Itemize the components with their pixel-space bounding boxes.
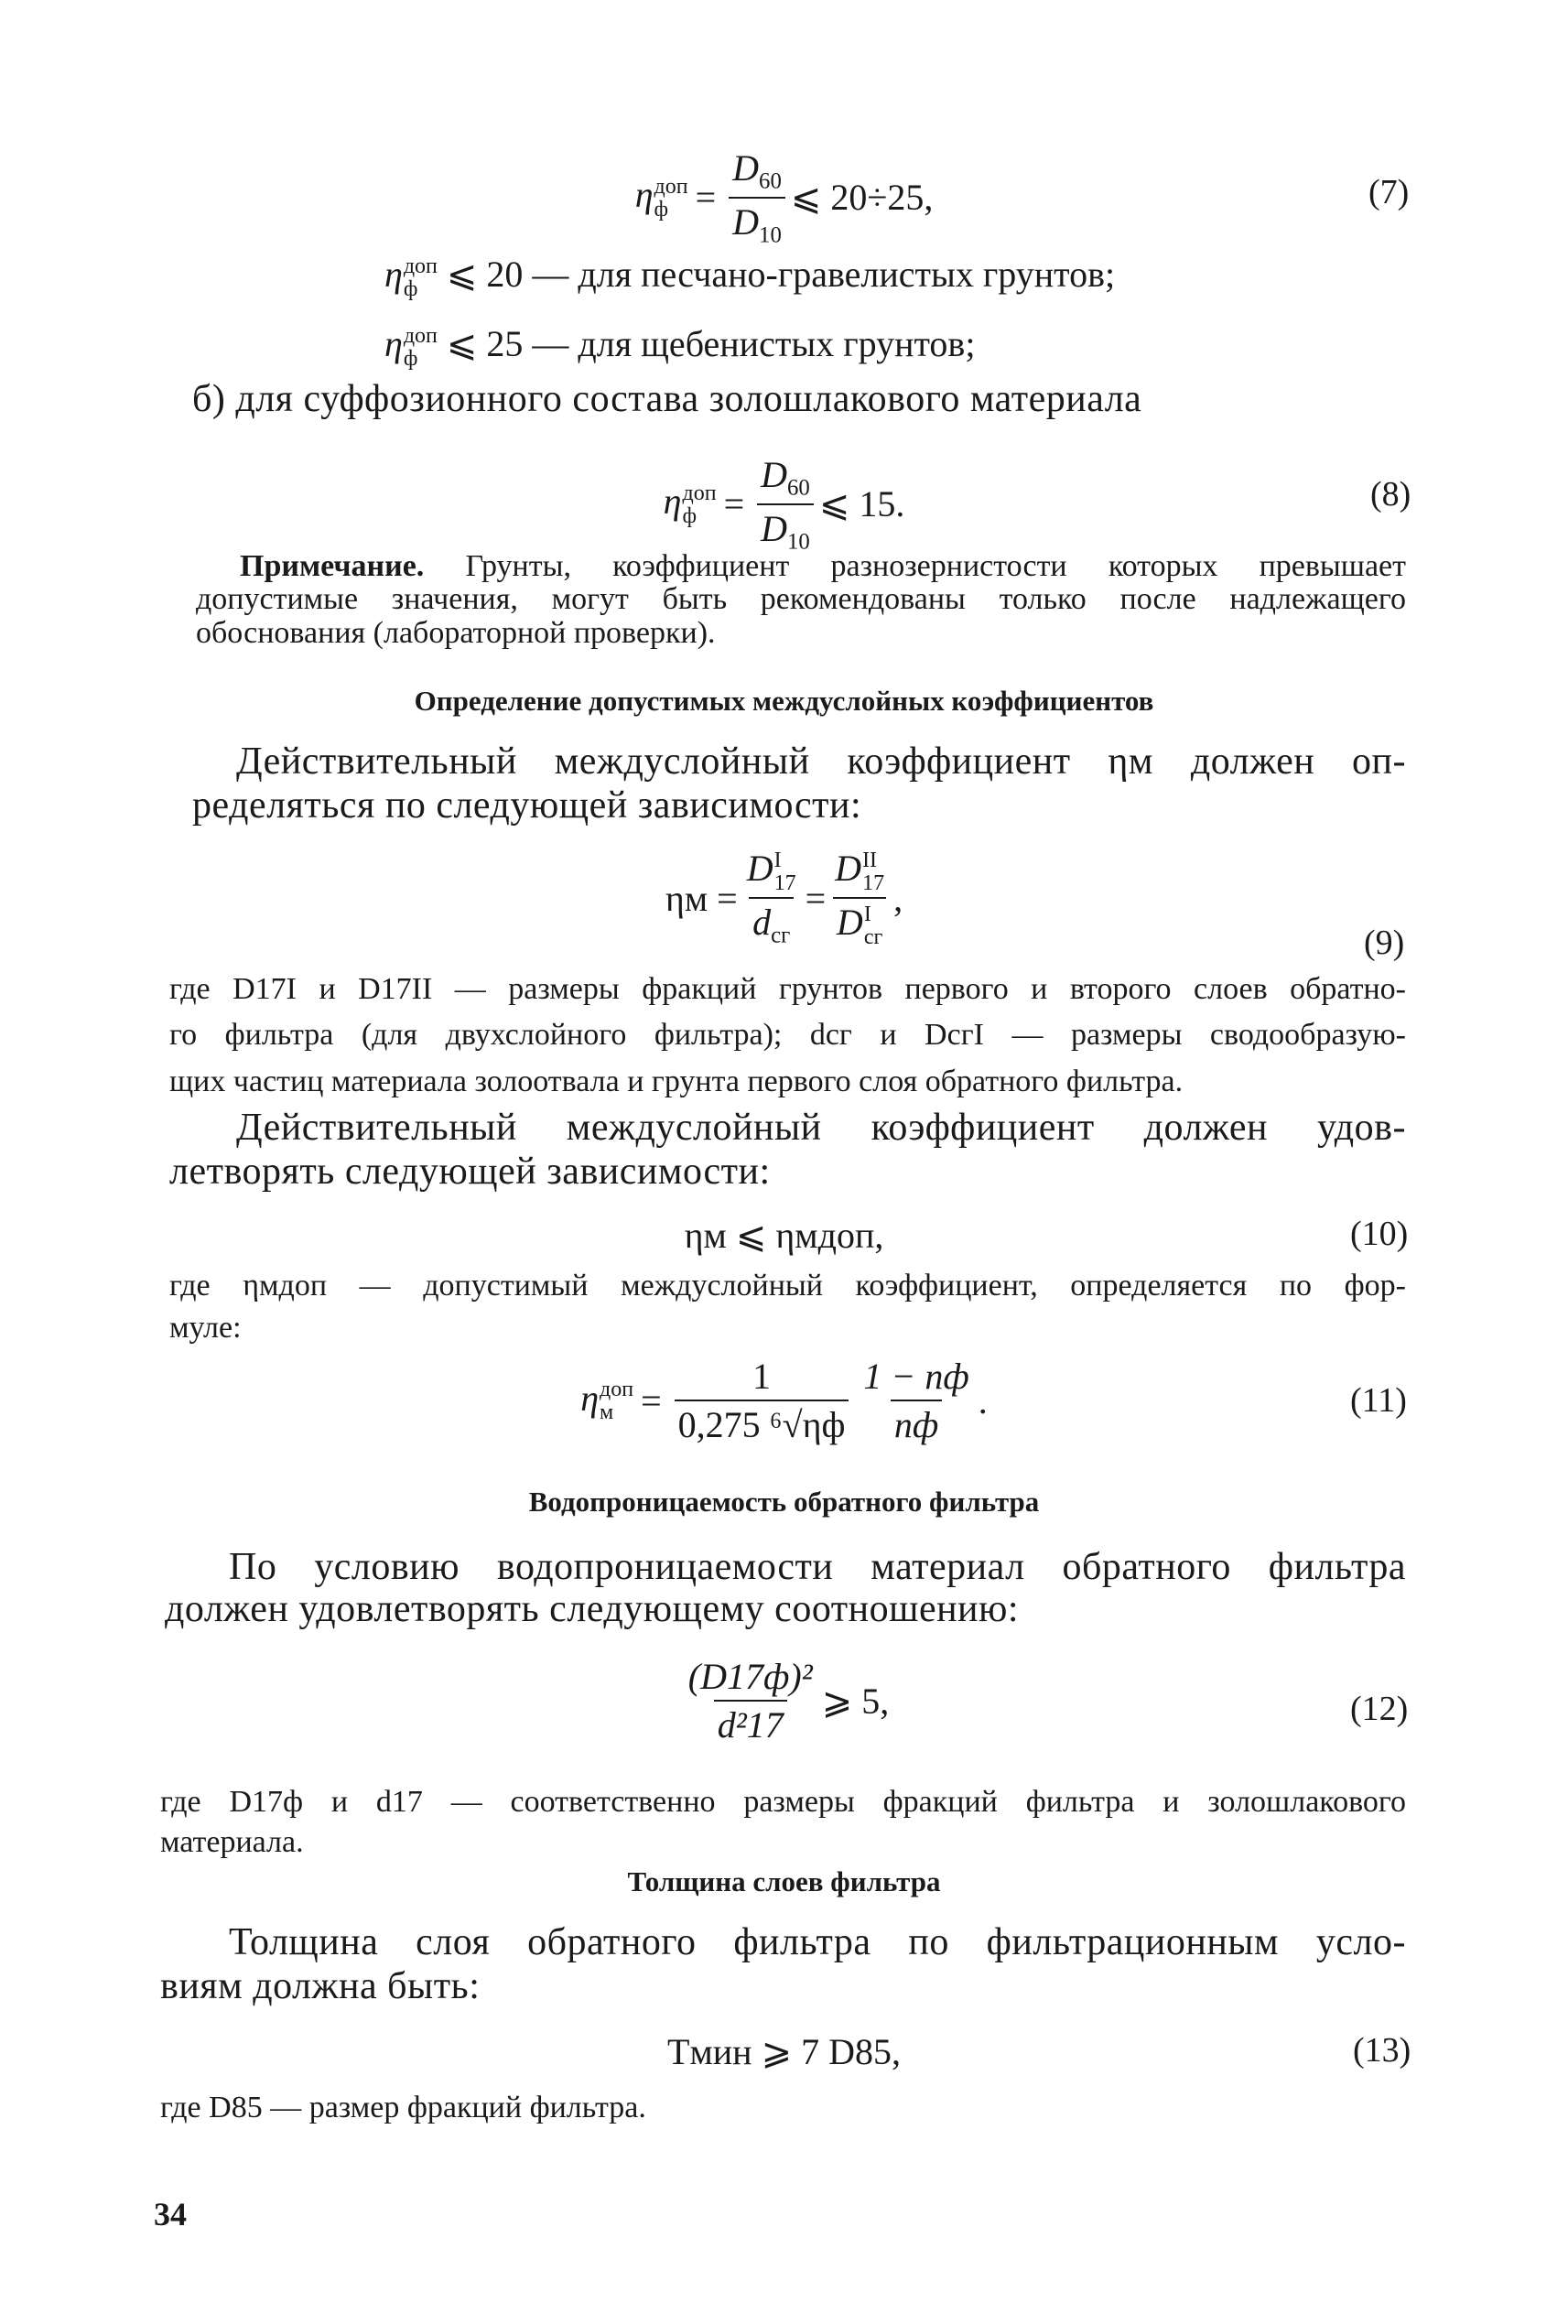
equation-number-11: (11)	[1350, 1381, 1407, 1420]
note-line-1: Примечание. Грунты, коэффициент разнозернистости которых превышает	[240, 549, 1407, 583]
equation-number-10: (10)	[1350, 1215, 1409, 1253]
where3-line-1: где D17ф и d17 — соответственно размеры фракций фильтра и золошлакового	[160, 1785, 1406, 1819]
where1-line-3: щих частиц материала золоотвала и грунта первого слоя обратного фильтра.	[169, 1065, 1184, 1098]
where4: где D85 — размер фракций фильтра.	[160, 2091, 646, 2124]
section-heading-permeability: Водопроницаемость обратного фильтра	[528, 1486, 1040, 1518]
page-number: 34	[154, 2196, 187, 2232]
formula-12-fraction: $\frac{\text{(D17ф)²}}{\text{d²17}}$	[687, 1656, 813, 1746]
para2-line-1: Действительный междуслойный коэффициент должен удов-	[236, 1107, 1406, 1149]
where3-line-2: материала.	[160, 1825, 304, 1859]
where1-line-2: го фильтра (для двухслойного фильтра); dсг и DсгI — размеры сводообразую-	[169, 1018, 1406, 1052]
where2-line-1: где ηмдоп — допустимый междуслойный коэффициент, определяется по фор-	[169, 1269, 1406, 1303]
section-heading-thickness: Толщина слоев фильтра	[627, 1865, 941, 1897]
note-line-2: допустимые значения, могут быть рекомендованы только после надлежащего	[196, 582, 1406, 616]
equation-number-13: (13)	[1353, 2031, 1411, 2070]
formula-12	[0, 1655, 1568, 1746]
para4-line-2: виям должна быть:	[160, 1965, 481, 2007]
condition-sand-gravel: η доп ф ⩽ 20 — для песчано-гравелистых грунтов;	[384, 254, 1116, 301]
equation-number-8: (8)	[1370, 475, 1411, 513]
condition-crushed-stone: η доп ф ⩽ 25 — для щебенистых грунтов;	[384, 323, 976, 371]
formula-8: η доп ф = $\frac{D_{60}}{D_{10}}$ ⩽ 15.	[663, 454, 905, 555]
para1-line-2: ределяться по следующей зависимости:	[192, 784, 862, 827]
note-line-3: обоснования (лабораторной проверки).	[196, 616, 716, 650]
formula-11-lhs: η доп м	[580, 1377, 634, 1425]
formula-13: Tмин ⩾ 7 D85,	[667, 2031, 901, 2072]
formula-8-lhs: η доп ф	[663, 481, 717, 528]
formula-7-rhs: ⩽ 20÷25,	[790, 177, 934, 219]
formula-12-rhs: ⩾ 5,	[821, 1680, 890, 1722]
para2-line-2: летворять следующей зависимости:	[169, 1151, 771, 1193]
where1-line-1: где D17I и D17II — размеры фракций грунтов первого и второго слоев обратно-	[169, 972, 1406, 1006]
section-heading-interlayer: Определение допустимых междуслойных коэффициентов	[414, 685, 1154, 717]
formula-10: ηм ⩽ ηмдоп,	[684, 1215, 884, 1256]
formula-7: η доп ф = $\frac{D_{60}}{D_{10}}$ ⩽ 20÷25,	[634, 147, 934, 248]
formula-8-rhs: ⩽ 15.	[818, 483, 905, 525]
para1-line-1: Действительный междуслойный коэффициент ηм должен оп-	[236, 740, 1406, 783]
formula-11-fraction-2: $\frac{1 - nф}{nф}$	[863, 1356, 969, 1445]
where2-line-2: муле:	[169, 1311, 242, 1345]
item-b: б) для суффозионного состава золошлакового материала	[192, 378, 1142, 420]
para4-line-1: Толщина слоя обратного фильтра по фильтрационным усло-	[229, 1921, 1406, 1963]
formula-11-fraction-1: $\frac{1}{\text{0,275 ⁶√ηф}}$	[675, 1355, 849, 1446]
formula-11: η доп м = $\frac{1}{\text{0,275 ⁶√ηф}}$ $\frac{1 - nф}{nф}$ .	[580, 1356, 988, 1445]
formula-7-fraction: $\frac{D_{60}}{D_{10}}$	[729, 146, 785, 248]
formula-7-lhs: η доп ф	[634, 174, 688, 222]
formula-9-lhs: ηм =	[665, 877, 738, 919]
equation-number-12: (12)	[1350, 1690, 1409, 1728]
equation-number-9: (9)	[1364, 924, 1405, 962]
formula-9: ηм = D I 17 $d_{сг}$ = D II 17 D I сг ,	[665, 848, 903, 949]
para3-line-2: должен удовлетворять следующему соотношению:	[165, 1588, 1020, 1630]
para3-line-1: По условию водопроницаемости материал обратного фильтра	[229, 1546, 1406, 1588]
note-label: Примечание.	[240, 549, 425, 583]
formula-8-fraction: $\frac{D_{60}}{D_{10}}$	[757, 453, 814, 555]
equation-number-7: (7)	[1368, 173, 1410, 211]
formula-9-fraction-2: D II 17 D I сг	[831, 847, 888, 949]
formula-9-fraction-1: D I 17 $d_{сг}$	[746, 848, 796, 948]
